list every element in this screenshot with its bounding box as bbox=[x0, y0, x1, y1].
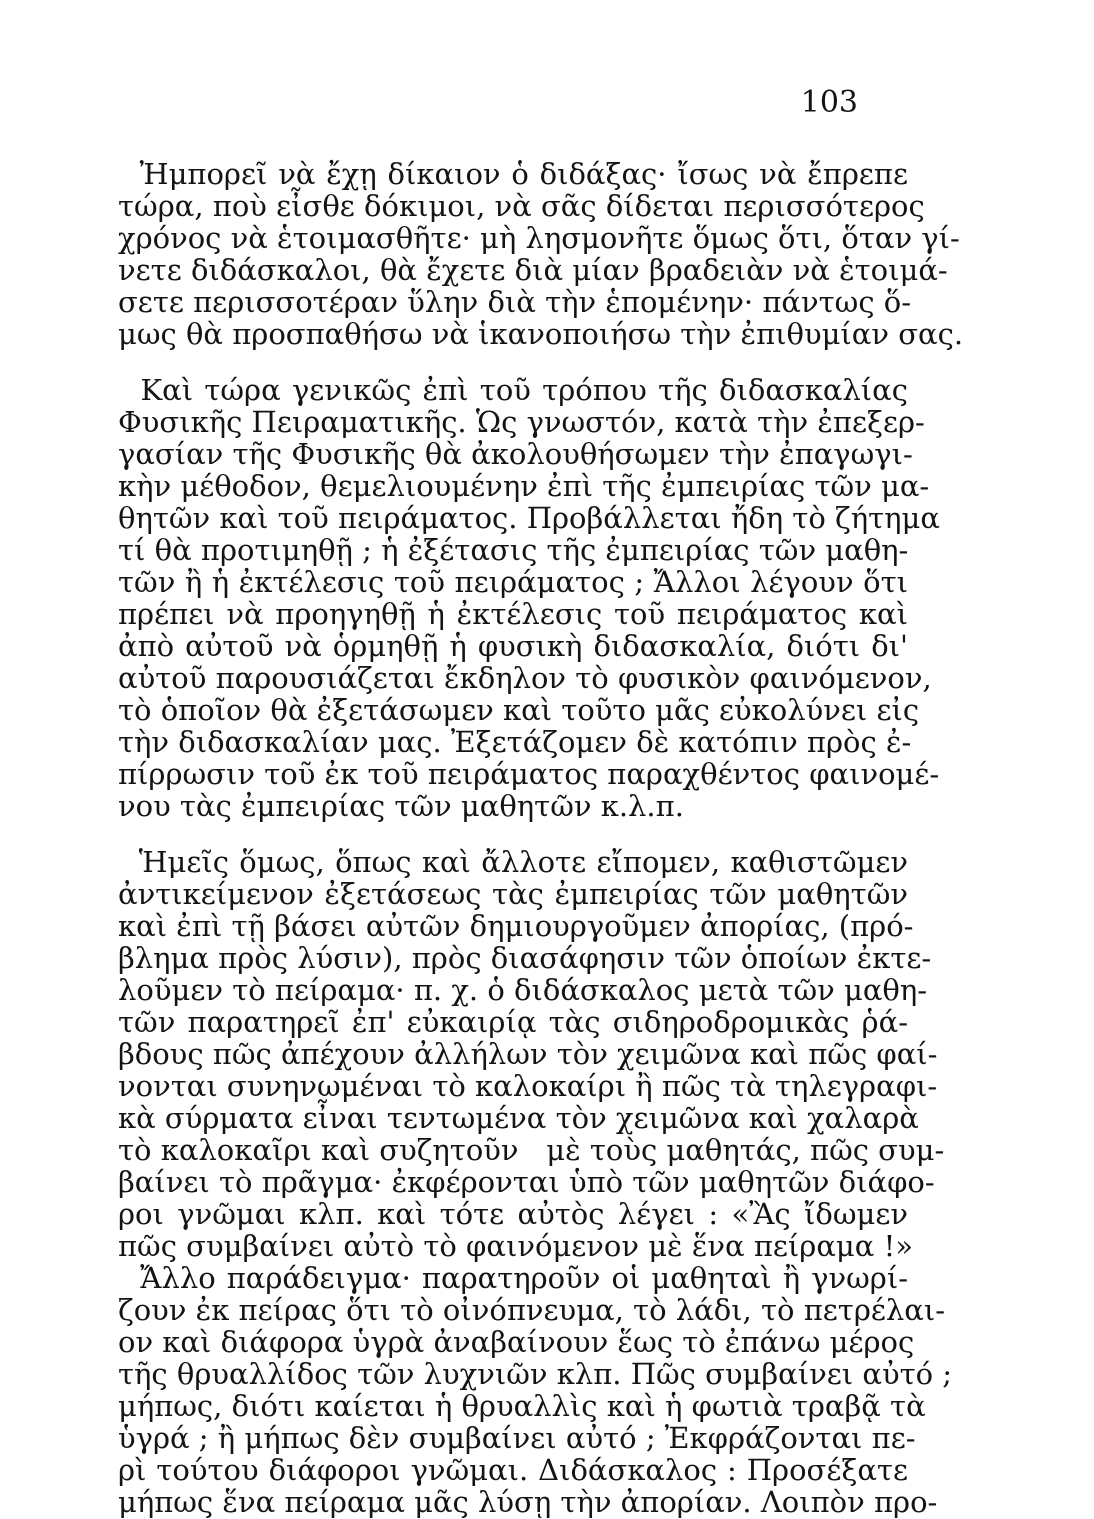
text-line: ἀπὸ αὐτοῦ νὰ ὁρμηθῇ ἡ φυσικὴ διδασκαλία, διότι δι' bbox=[118, 629, 908, 663]
text-line: πρέπει νὰ προηγηθῇ ἡ ἐκτέλεσις τοῦ πειράματος καὶ bbox=[118, 597, 908, 631]
text-line: ον καὶ διάφορα ὑγρὰ ἀναβαίνουν ἕως τὸ ἐπάνω μέρος bbox=[118, 1325, 915, 1359]
text-line: Καὶ τώρα γενικῶς ἐπὶ τοῦ τρόπου τῆς διδασκαλίας bbox=[118, 373, 908, 407]
text-line: τὴν διδασκαλίαν μας. Ἐξετάζομεν δὲ κατόπιν πρὸς ἐ- bbox=[118, 725, 912, 759]
text-line: ζουν ἐκ πείρας ὅτι τὸ οἰνόπνευμα, τὸ λάδι, τὸ πετρέλαι- bbox=[118, 1293, 946, 1327]
text-line: τώρα, ποὺ εἶσθε δόκιμοι, νὰ σᾶς δίδεται περισσότερος bbox=[118, 189, 925, 223]
text-line: νονται συνηνωμέναι τὸ καλοκαίρι ἢ πῶς τὰ τηλεγραφι- bbox=[118, 1069, 938, 1103]
text-line: τὸ ὁποῖον θὰ ἐξετάσωμεν καὶ τοῦτο μᾶς εὐκολύνει εἰς bbox=[118, 693, 920, 727]
text-line: πῶς συμβαίνει αὐτὸ τὸ φαινόμενον μὲ ἕνα πείραμα !» bbox=[118, 1229, 913, 1263]
text-line: Ἄλλο παράδειγμα· παρατηροῦν οἱ μαθηταὶ ἢ γνωρί- bbox=[118, 1261, 908, 1295]
text-line: μως θὰ προσπαθήσω νὰ ἱκανοποιήσω τὴν ἐπιθυμίαν σας. bbox=[118, 317, 964, 351]
paragraph bbox=[118, 373, 940, 823]
paragraph bbox=[118, 845, 953, 1519]
paragraph-gap bbox=[118, 822, 908, 846]
text-line: καὶ ἐπὶ τῇ βάσει αὐτῶν δημιουργοῦμεν ἀπορίας, (πρό- bbox=[118, 909, 914, 943]
text-line: ροι γνῶμαι κλπ. καὶ τότε αὐτὸς λέγει : «Ἂς ἴδωμεν bbox=[118, 1197, 908, 1231]
text-line: Ἠμπορεῖ νὰ ἔχῃ δίκαιον ὁ διδάξας· ἴσως νὰ ἔπρεπε bbox=[118, 157, 908, 191]
paragraph-gap bbox=[118, 350, 908, 374]
text-line: γασίαν τῆς Φυσικῆς θὰ ἀκολουθήσωμεν τὴν ἐπαγωγι- bbox=[118, 437, 913, 471]
text-line: τῶν παρατηρεῖ ἐπ' εὐκαιρίᾳ τὰς σιδηροδρομικὰς ῥά- bbox=[118, 1005, 908, 1039]
text-line: κὰ σύρματα εἶναι τεντωμένα τὸν χειμῶνα καὶ χαλαρὰ bbox=[118, 1101, 919, 1135]
text-line: Ἡμεῖς ὅμως, ὅπως καὶ ἄλλοτε εἴπομεν, καθιστῶμεν bbox=[118, 845, 908, 879]
text-line: πίρρωσιν τοῦ ἐκ τοῦ πειράματος παραχθέντος φαινομέ- bbox=[118, 757, 940, 791]
text-line: μήπως, διότι καίεται ἡ θρυαλλὶς καὶ ἡ φωτιὰ τραβᾷ τὰ bbox=[118, 1389, 926, 1423]
text-line: τί θὰ προτιμηθῇ ; ἡ ἐξέτασις τῆς ἐμπειρίας τῶν μαθη- bbox=[118, 533, 909, 567]
text-line: ρὶ τούτου διάφοροι γνῶμαι. Διδάσκαλος : Προσέξατε bbox=[118, 1453, 908, 1487]
text-line: σετε περισσοτέραν ὕλην διὰ τὴν ἑπομένην· πάντως ὅ- bbox=[118, 285, 912, 319]
text-line: βδους πῶς ἀπέχουν ἀλλήλων τὸν χειμῶνα καὶ πῶς φαί- bbox=[118, 1037, 938, 1071]
text-line: τὸ καλοκαῖρι καὶ συζητοῦν μὲ τοὺς μαθητάς, πῶς συμ- bbox=[118, 1133, 945, 1167]
text-line: Φυσικῆς Πειραματικῆς. Ὡς γνωστόν, κατὰ τὴν ἐπεξερ- bbox=[118, 405, 925, 439]
text-line: νου τὰς ἐμπειρίας τῶν μαθητῶν κ.λ.π. bbox=[118, 789, 684, 823]
text-line: ὑγρά ; ἢ μήπως δὲν συμβαίνει αὐτό ; Ἐκφράζονται πε- bbox=[118, 1421, 916, 1455]
text-line: τῆς θρυαλλίδος τῶν λυχνιῶν κλπ. Πῶς συμβαίνει αὐτό ; bbox=[118, 1357, 953, 1391]
text-line: βλημα πρὸς λύσιν), πρὸς διασάφησιν τῶν ὁποίων ἐκτε- bbox=[118, 941, 932, 975]
text-line: χρόνος νὰ ἑτοιμασθῆτε· μὴ λησμονῆτε ὅμως ὅτι, ὅταν γί- bbox=[118, 221, 960, 255]
text-line: θητῶν καὶ τοῦ πειράματος. Προβάλλεται ἤδη τὸ ζήτημα bbox=[118, 501, 940, 535]
text-line: κὴν μέθοδον, θεμελιουμένην ἐπὶ τῆς ἐμπειρίας τῶν μα- bbox=[118, 469, 930, 503]
text-line: ἀντικείμενον ἐξετάσεως τὰς ἐμπειρίας τῶν μαθητῶν bbox=[118, 877, 908, 911]
paragraph bbox=[118, 157, 964, 351]
text-line: τῶν ἢ ἡ ἐκτέλεσις τοῦ πειράματος ; Ἄλλοι λέγουν ὅτι bbox=[118, 565, 908, 599]
page-number: 103 bbox=[800, 85, 858, 120]
text-line: αὐτοῦ παρουσιάζεται ἔκδηλον τὸ φυσικὸν φαινόμενον, bbox=[118, 661, 932, 695]
text-line: μήπως ἕνα πείραμα μᾶς λύσῃ τὴν ἀπορίαν. Λοιπὸν προ- bbox=[118, 1485, 938, 1519]
body-text bbox=[118, 157, 964, 1519]
text-line: βαίνει τὸ πρᾶγμα· ἐκφέρονται ὑπὸ τῶν μαθητῶν διάφο- bbox=[118, 1165, 935, 1199]
text-line: νετε διδάσκαλοι, θὰ ἔχετε διὰ μίαν βραδειὰν νὰ ἑτοιμά- bbox=[118, 253, 948, 287]
text-line: λοῦμεν τὸ πείραμα· π. χ. ὁ διδάσκαλος μετὰ τῶν μαθη- bbox=[118, 973, 928, 1007]
